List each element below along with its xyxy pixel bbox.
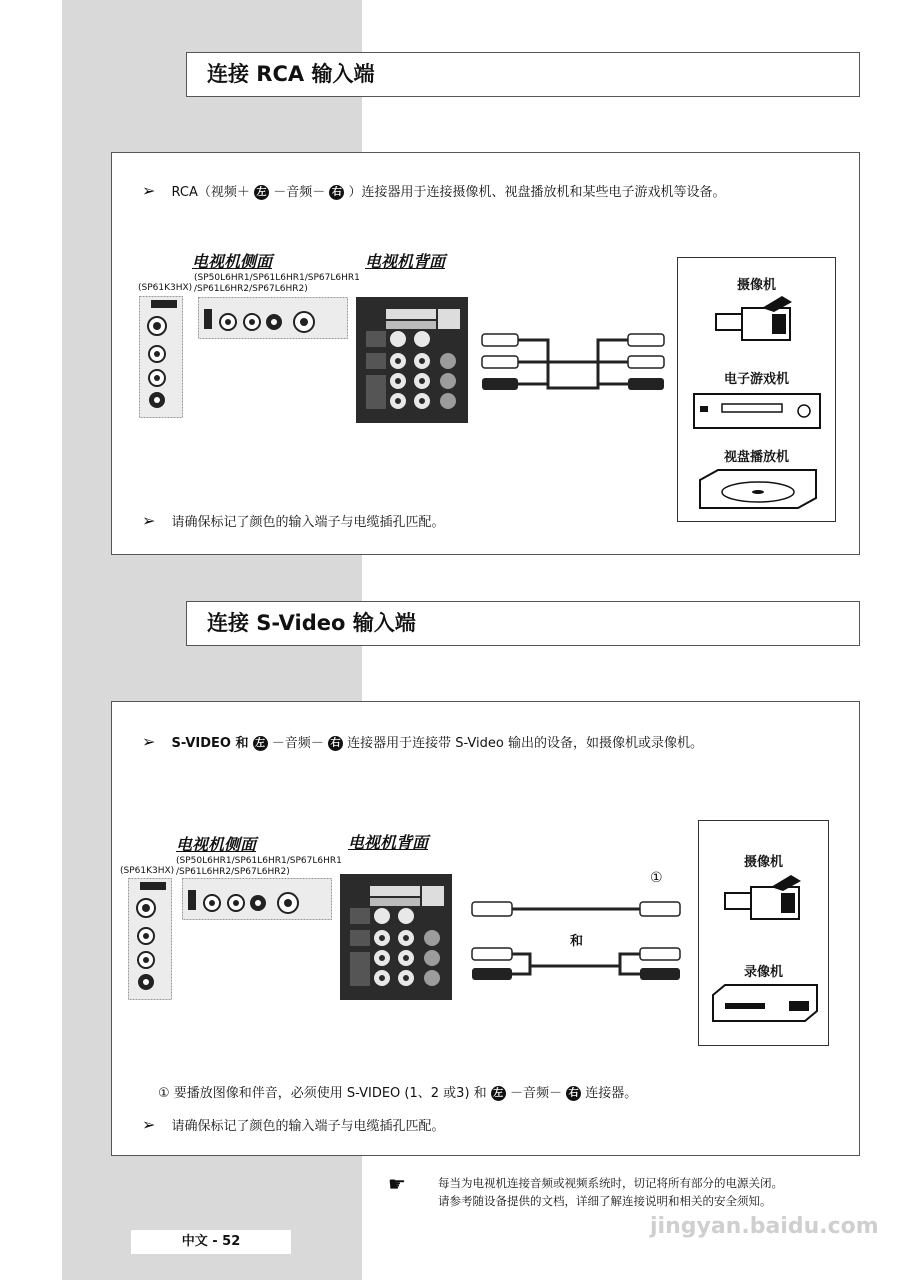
model-b2: /SP61L6HR2/SP67L6HR2) bbox=[176, 867, 290, 877]
section1-note bbox=[142, 511, 445, 530]
section1-intro bbox=[142, 181, 726, 200]
model-b1: (SP50L6HR1/SP61L6HR1/SP67L6HR1 bbox=[194, 273, 360, 283]
camcorder-icon bbox=[721, 873, 811, 928]
section1-panel bbox=[111, 152, 860, 555]
rca-cables-graphic bbox=[478, 328, 668, 398]
device-box bbox=[677, 257, 836, 522]
intro-mid: －音频－ bbox=[271, 736, 324, 751]
section2-title: 连接 S-Video 输入端 bbox=[186, 601, 860, 646]
footer-note bbox=[438, 1174, 783, 1210]
device-box bbox=[698, 820, 829, 1046]
side-panel-vertical-graphic bbox=[139, 296, 183, 418]
back-panel-graphic bbox=[356, 297, 468, 423]
section2-panel bbox=[111, 701, 860, 1156]
footer-note-line2: 请参考随设备提供的文档，详细了解连接说明和相关的安全须知。 bbox=[438, 1194, 772, 1208]
left-badge-icon: 左 bbox=[491, 1086, 506, 1101]
left-badge-icon: 左 bbox=[253, 736, 268, 751]
section2-footnote bbox=[158, 1082, 637, 1101]
model-b1: (SP50L6HR1/SP61L6HR1/SP67L6HR1 bbox=[176, 856, 342, 866]
and-label: 和 bbox=[570, 934, 584, 949]
watermark: jingyan.baidu.com bbox=[650, 1214, 879, 1239]
side-heading: 电视机侧面 bbox=[176, 835, 257, 854]
marker-1: ① bbox=[650, 870, 663, 886]
intro-suffix: ）连接器用于连接摄像机、视盘播放机和某些电子游戏机等设备。 bbox=[348, 185, 726, 200]
section2-intro bbox=[142, 732, 703, 751]
arrow-icon: ➢ bbox=[142, 1115, 156, 1134]
right-badge-icon: 右 bbox=[566, 1086, 581, 1101]
device-label-camcorder: 摄像机 bbox=[743, 855, 783, 870]
device-label-camcorder: 摄像机 bbox=[736, 278, 776, 293]
footer-note-line1: 每当为电视机连接音频或视频系统时，切记将所有部分的电源关闭。 bbox=[438, 1176, 783, 1190]
model-a: (SP61K3HX) bbox=[138, 283, 193, 293]
back-heading: 电视机背面 bbox=[365, 252, 446, 271]
arrow-icon: ➢ bbox=[142, 732, 156, 751]
back-heading: 电视机背面 bbox=[348, 833, 429, 852]
footnote-suffix: 连接器。 bbox=[585, 1086, 638, 1101]
game-console-icon bbox=[692, 390, 822, 432]
page-number: 中文 - 52 bbox=[131, 1230, 291, 1254]
intro-prefix: RCA（视频＋ bbox=[171, 185, 250, 200]
section1-title: 连接 RCA 输入端 bbox=[186, 52, 860, 97]
footnote-prefix: 要播放图像和伴音，必须使用 S-VIDEO (1、2 或3) 和 bbox=[173, 1086, 487, 1101]
device-label-disc-player: 视盘播放机 bbox=[723, 450, 789, 465]
intro-mid: －音频－ bbox=[273, 185, 326, 200]
pointing-hand-icon: ☛ bbox=[388, 1172, 406, 1196]
device-label-vcr: 录像机 bbox=[743, 965, 783, 980]
right-badge-icon: 右 bbox=[328, 736, 343, 751]
right-badge-icon: 右 bbox=[329, 185, 344, 200]
left-badge-icon: 左 bbox=[254, 185, 269, 200]
side-panel-horizontal-graphic bbox=[198, 297, 348, 339]
arrow-icon: ➢ bbox=[142, 511, 156, 530]
arrow-icon: ➢ bbox=[142, 181, 156, 200]
device-label-game-console: 电子游戏机 bbox=[723, 372, 789, 387]
vcr-icon bbox=[711, 983, 819, 1023]
back-panel-graphic bbox=[340, 874, 452, 1000]
side-panel-vertical-graphic bbox=[128, 878, 172, 1000]
footnote-num: ① bbox=[158, 1086, 170, 1101]
side-panel-horizontal-graphic bbox=[182, 878, 332, 920]
intro-suffix: 连接器用于连接带 S-Video 输出的设备，如摄像机或录像机。 bbox=[347, 736, 703, 751]
note-text: 请确保标记了颜色的输入端子与电缆插孔匹配。 bbox=[171, 1119, 445, 1134]
model-a: (SP61K3HX) bbox=[120, 866, 175, 876]
camcorder-icon bbox=[712, 294, 802, 349]
footnote-mid: －音频－ bbox=[509, 1086, 562, 1101]
side-heading: 电视机侧面 bbox=[192, 252, 273, 271]
section2-note bbox=[142, 1115, 445, 1134]
disc-player-icon bbox=[698, 468, 818, 510]
model-b2: /SP61L6HR2/SP67L6HR2) bbox=[194, 284, 308, 294]
note-text: 请确保标记了颜色的输入端子与电缆插孔匹配。 bbox=[171, 515, 445, 530]
intro-prefix: S-VIDEO 和 bbox=[171, 736, 249, 751]
